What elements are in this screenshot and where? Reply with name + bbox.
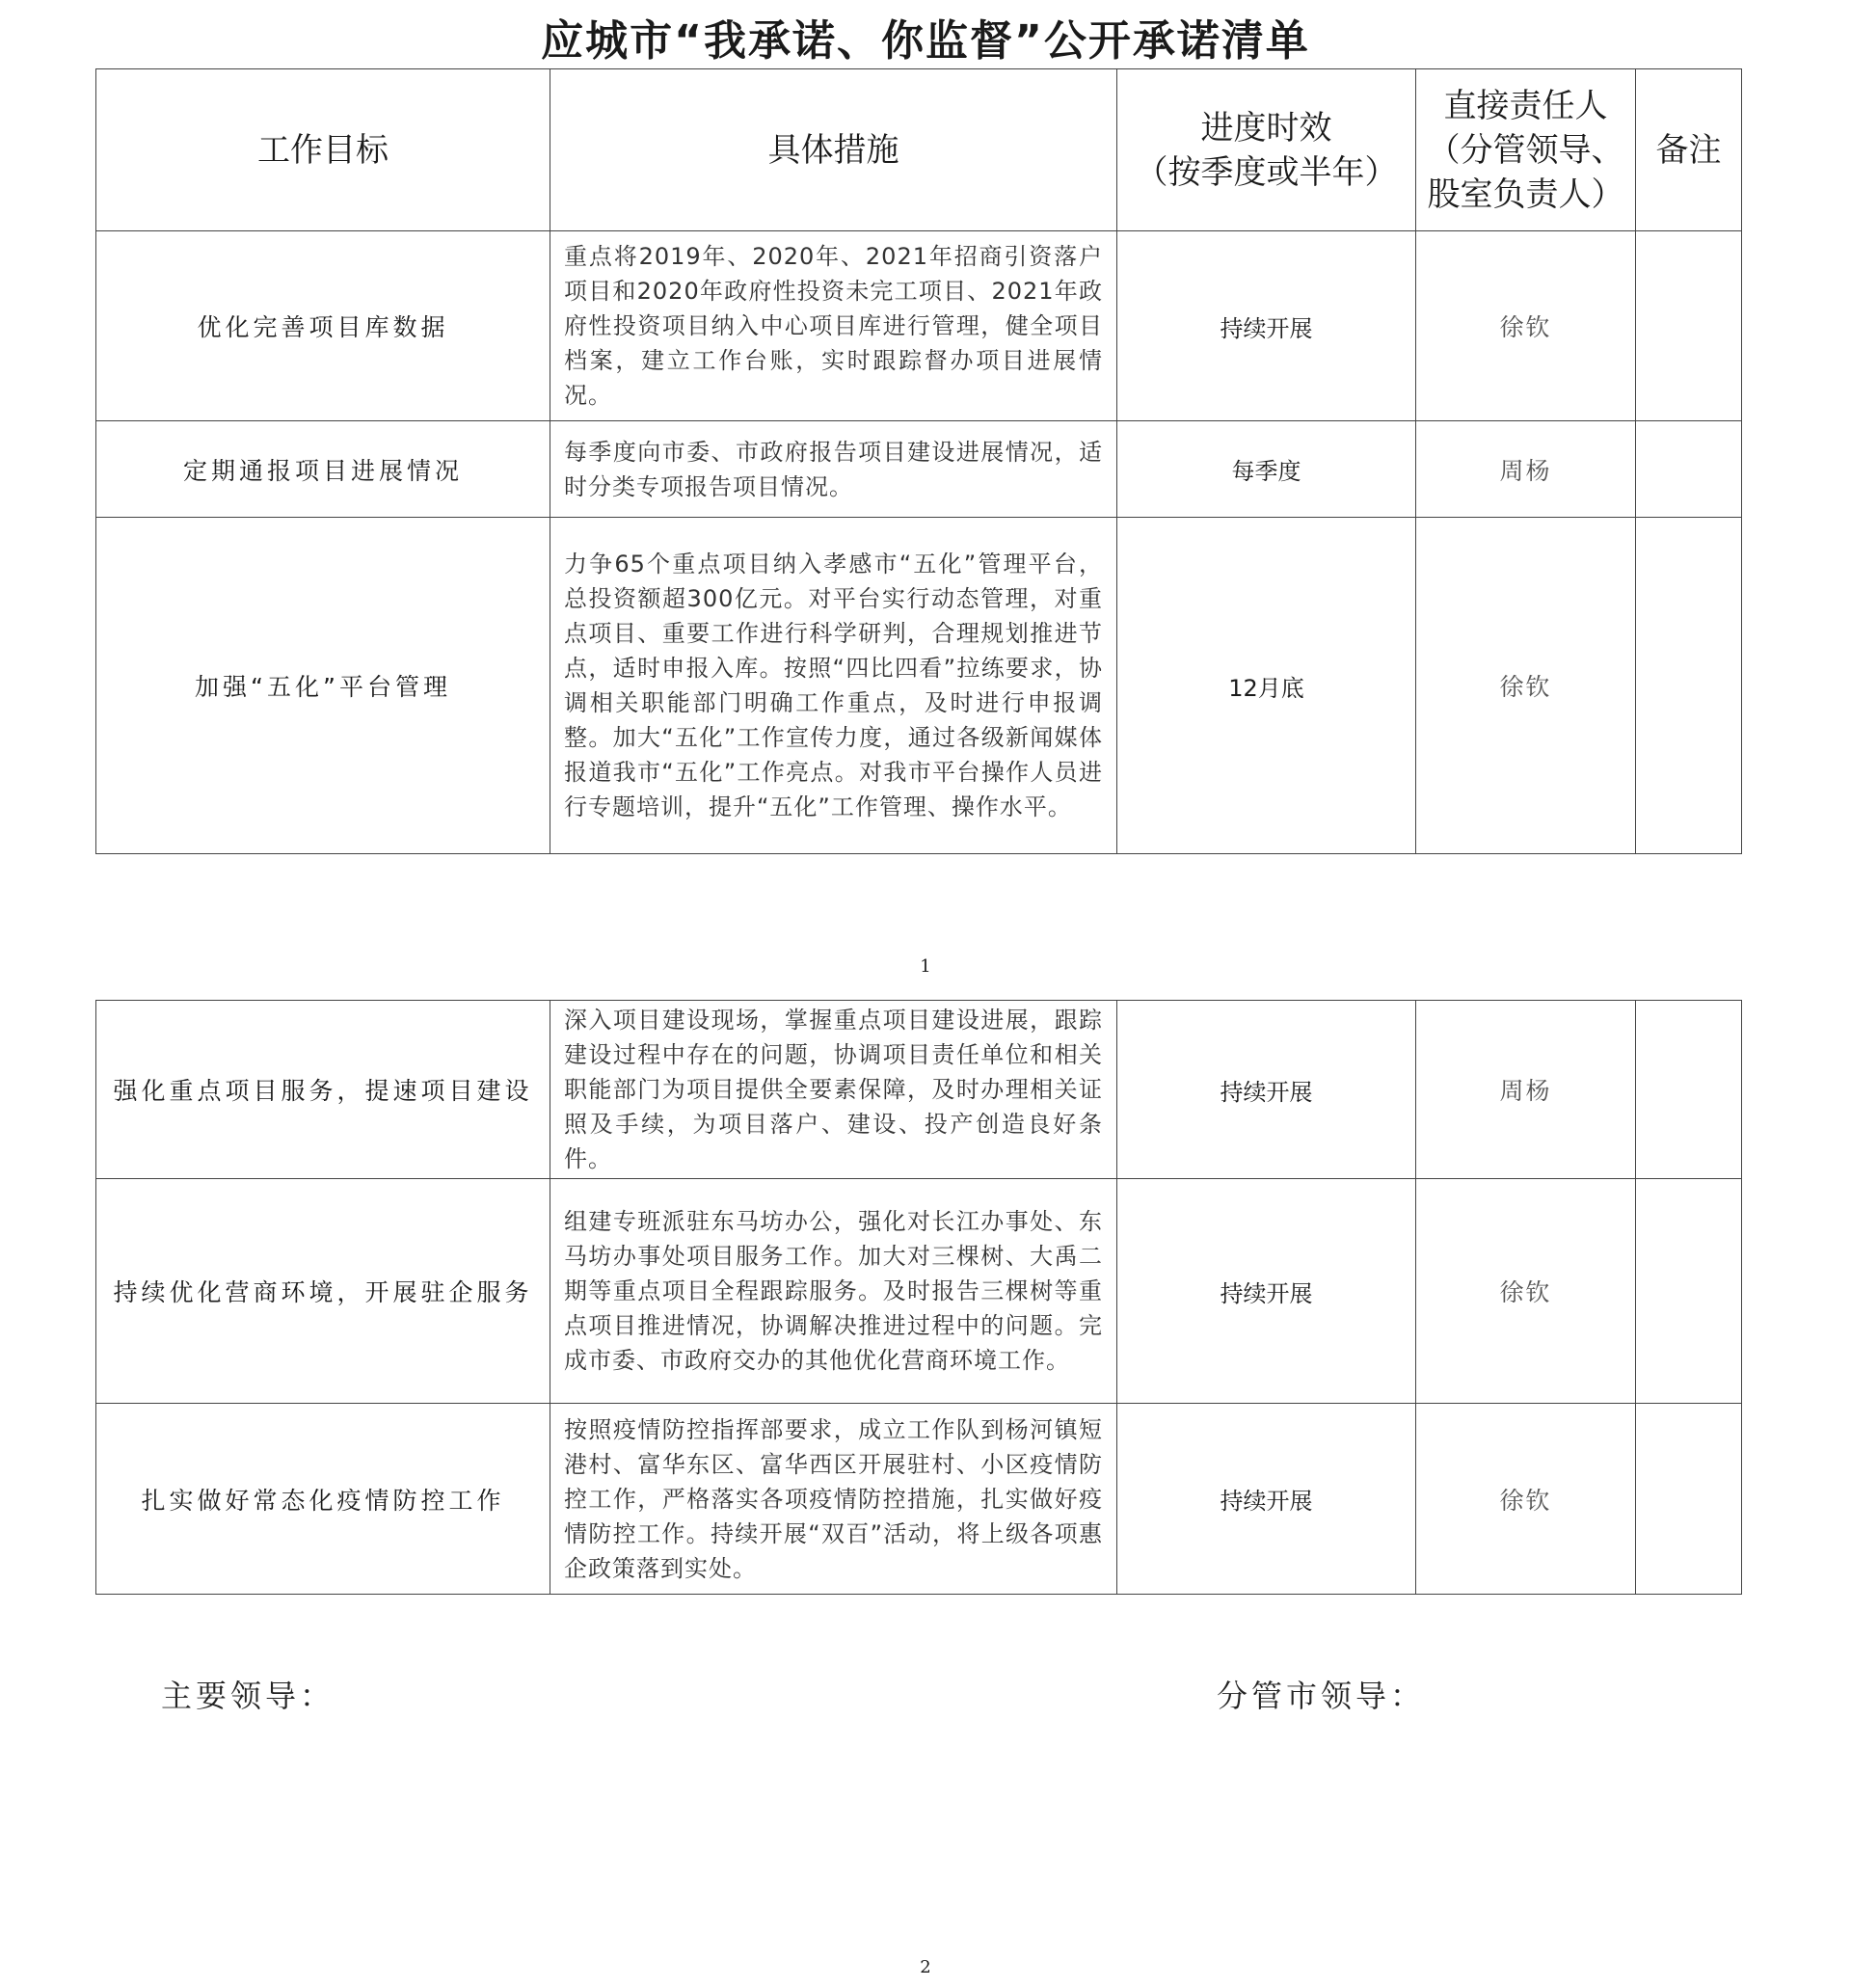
header-goal: 工作目标 — [96, 69, 550, 231]
person-cell: 徐钦 — [1416, 518, 1636, 854]
page-number: 1 — [920, 956, 931, 977]
header-person-line2: （分管领导、 — [1427, 130, 1624, 170]
main-leader-signature-label: 主要领导： — [161, 1678, 335, 1714]
timing-cell: 持续开展 — [1117, 1404, 1416, 1595]
measure-cell: 每季度向市委、市政府报告项目建设进展情况，适时分类专项报告项目情况。 — [550, 421, 1117, 518]
note-cell — [1636, 1179, 1742, 1404]
page-number: 2 — [920, 1957, 931, 1977]
timing-cell: 持续开展 — [1117, 1179, 1416, 1404]
header-person-line1: 直接责任人 — [1443, 86, 1608, 125]
measure-cell: 重点将2019年、2020年、2021年招商引资落户项目和2020年政府性投资未完工项目、2021年政府性投资项目纳入中心项目库进行管理，健全项目档案，建立工作台账，实时跟踪督办项目进展情况。 — [550, 231, 1117, 421]
measure-cell: 按照疫情防控指挥部要求，成立工作队到杨河镇短港村、富华东区、富华西区开展驻村、小区疫情防控工作，严格落实各项疫情防控措施，扎实做好疫情防控工作。持续开展“双百”活动，将上级各项惠企政策落到实处。 — [550, 1404, 1117, 1595]
person-cell: 周杨 — [1416, 1001, 1636, 1179]
measure-cell: 组建专班派驻东马坊办公，强化对长江办事处、东马坊办事处项目服务工作。加大对三棵树、大禹二期等重点项目全程跟踪服务。及时报告三棵树等重点项目推进情况，协调解决推进过程中的问题。完成市委、市政府交办的其他优化营商环境工作。 — [550, 1179, 1117, 1404]
person-cell: 徐钦 — [1416, 1404, 1636, 1595]
table-row — [96, 1404, 1742, 1595]
timing-cell: 持续开展 — [1117, 1001, 1416, 1179]
header-timing — [1117, 69, 1416, 231]
header-note: 备注 — [1636, 69, 1742, 231]
goal-cell: 强化重点项目服务，提速项目建设 — [96, 1001, 550, 1179]
commitment-table-page-1 — [95, 68, 1742, 854]
city-leader-signature-label: 分管市领导： — [1217, 1678, 1426, 1714]
goal-cell: 加强“五化”平台管理 — [96, 518, 550, 854]
goal-cell: 优化完善项目库数据 — [96, 231, 550, 421]
note-cell — [1636, 421, 1742, 518]
goal-cell: 扎实做好常态化疫情防控工作 — [96, 1404, 550, 1595]
table-row — [96, 1179, 1742, 1404]
note-cell — [1636, 1001, 1742, 1179]
timing-cell: 持续开展 — [1117, 231, 1416, 421]
header-timing-line1: 进度时效 — [1200, 108, 1332, 148]
table-header-row — [96, 69, 1742, 231]
note-cell — [1636, 1404, 1742, 1595]
measure-cell: 力争65个重点项目纳入孝感市“五化”管理平台，总投资额超300亿元。对平台实行动态管理，对重点项目、重要工作进行科学研判，合理规划推进节点，适时申报入库。按照“四比四看”拉练要求，协调相关职能部门明确工作重点，及时进行申报调整。加大“五化”工作宣传力度，通过各级新闻媒体报道我市“五化”工作亮点。对我市平台操作人员进行专题培训，提升“五化”工作管理、操作水平。 — [550, 518, 1117, 854]
table-row — [96, 518, 1742, 854]
measure-cell: 深入项目建设现场，掌握重点项目建设进展，跟踪建设过程中存在的问题，协调项目责任单位和相关职能部门为项目提供全要素保障，及时办理相关证照及手续，为项目落户、建设、投产创造良好条件。 — [550, 1001, 1117, 1179]
commitment-table-page-2 — [95, 1000, 1742, 1595]
page-title: 应城市“我承诺、你监督”公开承诺清单 — [541, 16, 1310, 66]
person-cell: 徐钦 — [1416, 1179, 1636, 1404]
person-cell: 徐钦 — [1416, 231, 1636, 421]
note-cell — [1636, 231, 1742, 421]
person-cell: 周杨 — [1416, 421, 1636, 518]
timing-cell: 每季度 — [1117, 421, 1416, 518]
timing-cell: 12月底 — [1117, 518, 1416, 854]
goal-cell: 持续优化营商环境，开展驻企服务 — [96, 1179, 550, 1404]
header-person-line3: 股室负责人） — [1427, 175, 1624, 214]
header-timing-line2: （按季度或半年） — [1135, 152, 1398, 192]
goal-cell: 定期通报项目进展情况 — [96, 421, 550, 518]
header-measure: 具体措施 — [550, 69, 1117, 231]
table-row — [96, 231, 1742, 421]
header-person — [1416, 69, 1636, 231]
table-row — [96, 421, 1742, 518]
table-row — [96, 1001, 1742, 1179]
note-cell — [1636, 518, 1742, 854]
